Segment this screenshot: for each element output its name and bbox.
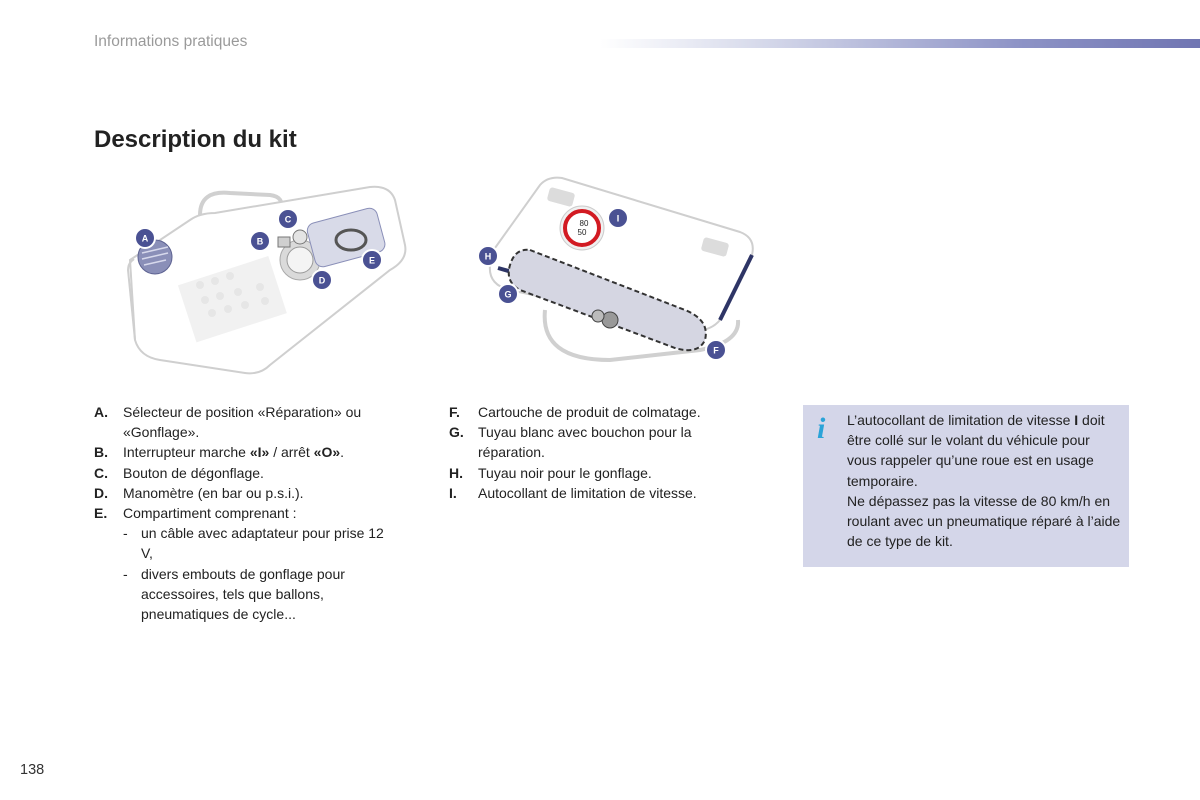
list-item: B. Interrupteur marche «I» / arrêt «O». (94, 444, 345, 461)
sub-list-item: - un câble avec adaptateur pour prise 12 V, (123, 525, 384, 562)
list-item: G. Tuyau blanc avec bouchon pour la réparation. (449, 424, 692, 461)
page-number: 138 (20, 762, 45, 778)
svg-text:C: C (284, 214, 292, 225)
kit-top-view-illustration (120, 175, 420, 390)
svg-text:F: F (713, 345, 719, 356)
list-item: D. Manomètre (en bar ou p.s.i.). (94, 484, 304, 501)
list-item: F. Cartouche de produit de colmatage. (449, 404, 701, 420)
header-gradient-bar (600, 39, 1200, 48)
svg-text:A: A (141, 233, 149, 244)
info-text: L’autocollant de limitation de vitesse I doit être collé sur le volant du véhicule pour vous rappeler qu’une roue est en usage temporaire. Ne dépassez pas la vitesse de 80 km/h en roulant avec un pneumatique réparé à l’aide de ce type de kit. (847, 412, 1121, 550)
info-box (803, 405, 1129, 567)
list-item: C. Bouton de dégonflage. (94, 464, 264, 481)
list-item: A. Sélecteur de position «Réparation» ou «Gonflage». (94, 404, 362, 441)
info-icon: i (817, 412, 826, 445)
svg-text:I: I (616, 213, 620, 224)
kit-bottom-view-illustration (470, 170, 770, 385)
sub-list-item: - divers embouts de gonflage pour accessoires, tels que ballons, pneumatiques de cycle... (123, 565, 345, 623)
svg-text:80: 80 (579, 219, 589, 228)
list-item: E. Compartiment comprenant : - un câble avec adaptateur pour prise 12 V, - divers embouts de gonflage pour accessoires, tels que ballons, pneumatiques de cycle... (94, 503, 394, 624)
list-item: I. Autocollant de limitation de vitesse. (449, 484, 697, 501)
sub-list (123, 523, 394, 624)
svg-text:H: H (484, 251, 492, 262)
svg-text:B: B (256, 236, 264, 247)
components-list-left (94, 402, 394, 624)
page-title: Description du kit (94, 126, 297, 153)
section-header: Informations pratiques (94, 33, 248, 50)
list-item: H. Tuyau noir pour le gonflage. (449, 464, 652, 481)
svg-text:E: E (368, 255, 376, 266)
svg-text:D: D (318, 275, 326, 286)
svg-text:G: G (504, 289, 512, 300)
svg-text:50: 50 (577, 228, 587, 237)
components-list-right (449, 402, 739, 503)
